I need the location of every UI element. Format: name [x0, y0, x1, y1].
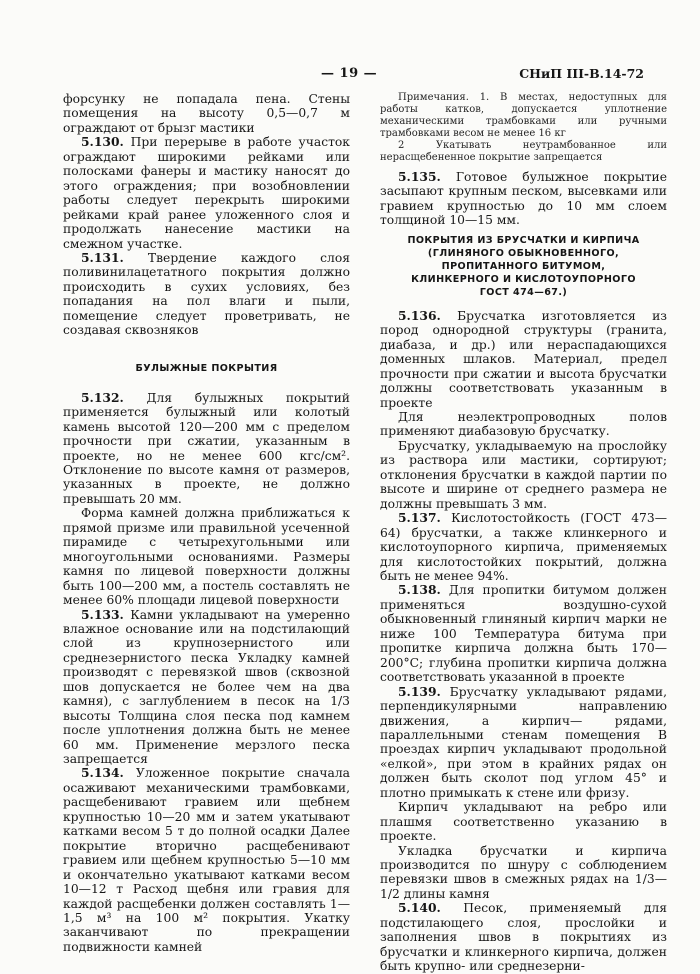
clause-5-135: 5.135. Готовое булыжное покрытие засыпают крупным песком, высевками или гравием крупностью до 10 мм слоем толщиной 10—15 мм. [380, 169, 667, 228]
section-heading: БУЛЫЖНЫЕ ПОКРЫТИЯ [135, 362, 278, 374]
paragraph: Форма камней должна приближаться к прямой призме или правильной усеченной пирамиде с четырехугольными или многоугольными основаниями. Размеры камня по лицевой поверхности должны быть 100—200 мм, а постель составлять не менее 60% площади лицевой поверхности [63, 506, 350, 608]
document-code: СНиП III-В.14-72 [519, 66, 644, 81]
clause-5-133: 5.133. Камни укладывают на умеренно влажное основание или на подстилающий слой из крупнозернистого или среднезернистого песка Укладку камней производят с перевязкой швов (сквозной шов допускается не более чем на два камня), с заглублением в песок на 1/3 высоты Толщина слоя песка под камнем после уплотнения должна быть не менее 60 мм. Применение мерзлого песка запрещается [63, 606, 350, 767]
section-heading: ПОКРЫТИЯ ИЗ БРУСЧАТКИ И КИРПИЧА (ГЛИНЯНОГО ОБЫКНОВЕННОГО, ПРОПИТАННОГО БИТУМОМ, КЛИНКЕРНОГО И КИСЛОТОУПОРНОГО ГОСТ 474—67.) [407, 234, 640, 298]
paragraph: форсунку не попадала пена. Стены помещения на высоту 0,5—0,7 м ограждают от брызг мастики [63, 92, 350, 135]
paragraph: Брусчатку, укладываемую на прослойку из раствора или мастики, сортируют; отклонения брусчатки в каждой партии по высоте и ширине от среднего размера не должны превышать 3 мм. [380, 438, 667, 511]
note-1: Примечания. 1. В местах, недоступных для работы катков, допускается уплотнение механическими трамбовками или ручными трамбовками весом не менее 16 кг [380, 92, 667, 139]
clause-5-132: 5.132. Для булыжных покрытий применяется булыжный или колотый камень высотой 120—200 мм с пределом прочности при сжатии, указанным в проекте, но не менее 600 кгс/см². Отклонение по высоте камня от размеров, указанных в проекте, не должно превышать 20 мм. [63, 389, 350, 506]
page-header [0, 66, 700, 82]
paragraph: Укладка брусчатки и кирпича производится по шнуру с соблюдением перевязки швов в смежных рядах на 1/3—1/2 длины камня [380, 843, 667, 901]
paragraph: Для неэлектропроводных полов применяют диабазовую брусчатку. [380, 409, 667, 439]
paragraph: Кирпич укладывают на ребро или плашмя соответственно указанию в проекте. [380, 800, 667, 844]
left-column [63, 92, 350, 954]
note-2: 2 Укатывать неутрамбованное или нерасщебененное покрытие запрещается [380, 140, 667, 163]
clause-5-130: 5.130. При перерыве в работе участок ограждают широкими рейками или полосками фанеры и мастику наносят до этого ограждения; при возобновлении работы следует перекрыть широкими рейками край ранее уложенного слоя и продолжать нанесение мастики на смежном участке. [63, 134, 350, 251]
clause-5-138: 5.138. Для пропитки битумом должен применяться воздушно-сухой обыкновенный глиняный кирпич марки не ниже 100 Температура битума при пропитке кирпича должна быть 170—200°С; глубина пропитки кирпича должна соответствовать указанной в проекте [380, 582, 667, 685]
clause-5-139: 5.139. Брусчатку укладывают рядами, перпендикулярными направлению движения, а кирпич— рядами, параллельными стенам помещения В проездах кирпич укладывают продольной «елкой», при этом в крайних рядах он должен быть сколот под углом 45° и плотно примыкать к стене или фризу. [380, 683, 667, 800]
clause-5-140: 5.140. Песок, применяемый для подстилающего слоя, прослойки и заполнения швов в покрытиях из брусчатки и клинкерного кирпича, должен быть крупно- или среднезерни- [380, 900, 667, 974]
clause-5-137: 5.137. Кислотостойкость (ГОСТ 473—64) брусчатки, а также клинкерного и кислотоупорного кирпича, применяемых для кислотостойких покрытий, должна быть не менее 94%. [380, 510, 667, 583]
page-number: — 19 — [321, 66, 378, 81]
clause-5-134: 5.134. Уложенное покрытие сначала осаживают механическими трамбовками, расщебенивают гравием или щебнем крупностью 10—20 мм и затем укатывают катками весом 5 т до полной осадки Далее покрытие вторично расщебенивают гравием или щебнем крупностью 5—10 мм и окончательно укатывают катками весом 10—12 т Расход щебня или гравия для каждой расщебенки должен составлять 1—1,5 м³ на 100 м² покрытия. Укатку заканчивают по прекращении подвижности камней [63, 765, 350, 954]
clause-5-136: 5.136. Брусчатка изготовляется из пород однородной структуры (гранита, диабаза, и др.) или нераспадающихся доменных шлаков. Материал, предел прочности при сжатии и высота брусчатки должны соответствовать указанным в проекте [380, 307, 667, 410]
right-column [380, 92, 667, 974]
clause-5-131: 5.131. Твердение каждого слоя поливинилацетатного покрытия должно происходить в сухих условиях, без попадания на пол влаги и пыли, помещение следует проветривать, не создавая сквозняков [63, 249, 350, 338]
